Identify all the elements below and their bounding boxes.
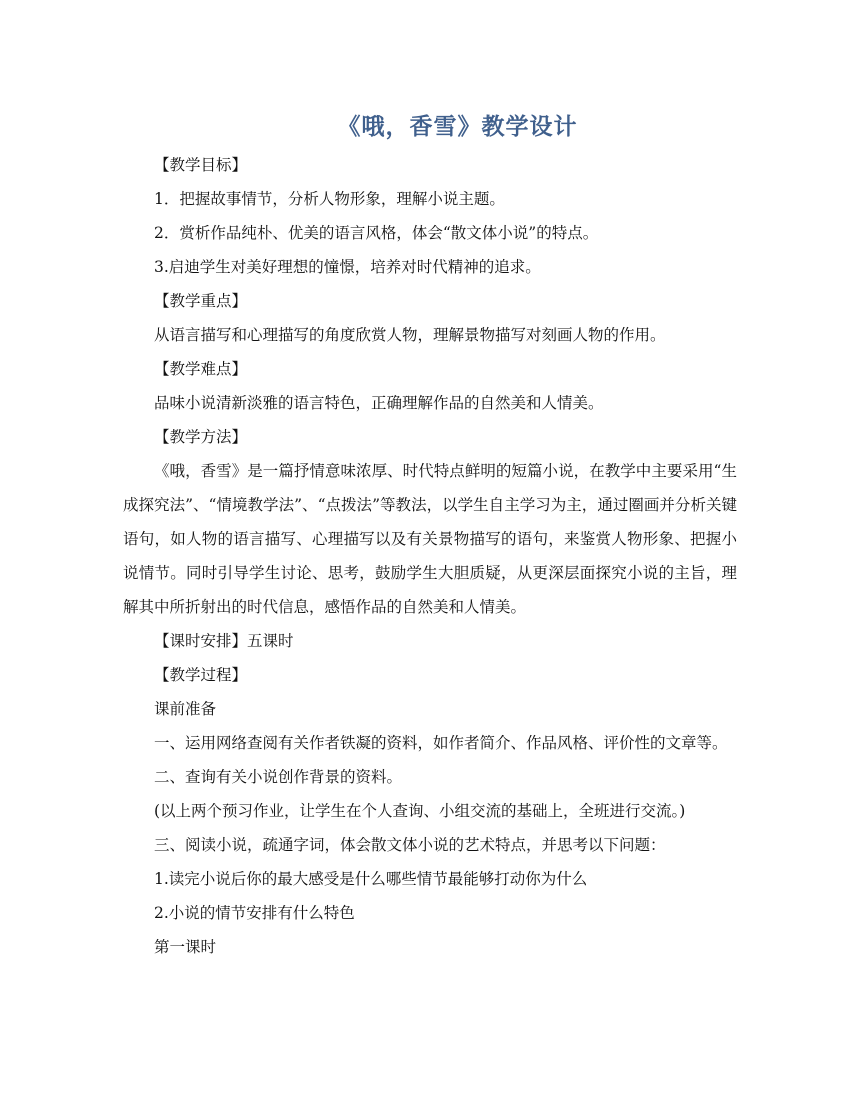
section-heading-key-points: 【教学重点】 [154,292,248,310]
first-lesson-heading: 第一课时 [154,938,217,956]
goal-item-3: 3.启迪学生对美好理想的憧憬，培养对时代精神的追求。 [154,258,541,276]
key-points-text: 从语言描写和心理描写的角度欣赏人物，理解景物描写对刻画人物的作用。 [154,326,666,344]
section-heading-process: 【教学过程】 [154,666,248,684]
pre-class-heading: 课前准备 [154,700,217,718]
section-heading-schedule: 【课时安排】五课时 [154,632,294,650]
goal-item-1: 1．把握故事情节，分析人物形象，理解小说主题。 [154,190,505,208]
question-1: 1.读完小说后你的最大感受是什么哪些情节最能够打动你为什么 [154,870,588,888]
document-title: 《哦，香雪》教学设计 [337,113,578,140]
question-2: 2.小说的情节安排有什么特色 [154,904,355,922]
methods-text: 《哦，香雪》是一篇抒情意味浓厚、时代特点鲜明的短篇小说，在教学中主要采用“生成探究法”、“情境教学法”、“点拨法”等教法，以学生自主学习为主，通过圈画并分析关键语句，如人物的语言描写、心理描写以及有关景物描写的语句，来鉴赏人物形象、把握小说情节。同时引导学生讨论、思考，鼓励学生大胆质疑，从更深层面探究小说的主旨，理解其中所折射出的时代信息，感悟作品的自然美和人情美。 [123,462,737,616]
section-heading-goals: 【教学目标】 [154,156,248,174]
section-heading-methods: 【教学方法】 [154,428,248,446]
section-heading-difficulties: 【教学难点】 [154,360,248,378]
pre-class-item-1: 一、运用网络查阅有关作者铁凝的资料，如作者简介、作品风格、评价性的文章等。 [154,734,728,752]
difficulties-text: 品味小说清新淡雅的语言特色，正确理解作品的自然美和人情美。 [154,394,604,412]
pre-class-note: (以上两个预习作业，让学生在个人查询、小组交流的基础上，全班进行交流。) [154,802,686,820]
goal-item-2: 2．赏析作品纯朴、优美的语言风格，体会“散文体小说”的特点。 [154,224,599,242]
pre-class-item-3: 三、阅读小说，疏通字词，体会散文体小说的艺术特点，并思考以下问题： [154,836,666,854]
document-body [123,148,737,964]
pre-class-item-2: 二、查询有关小说创作背景的资料。 [154,768,403,786]
